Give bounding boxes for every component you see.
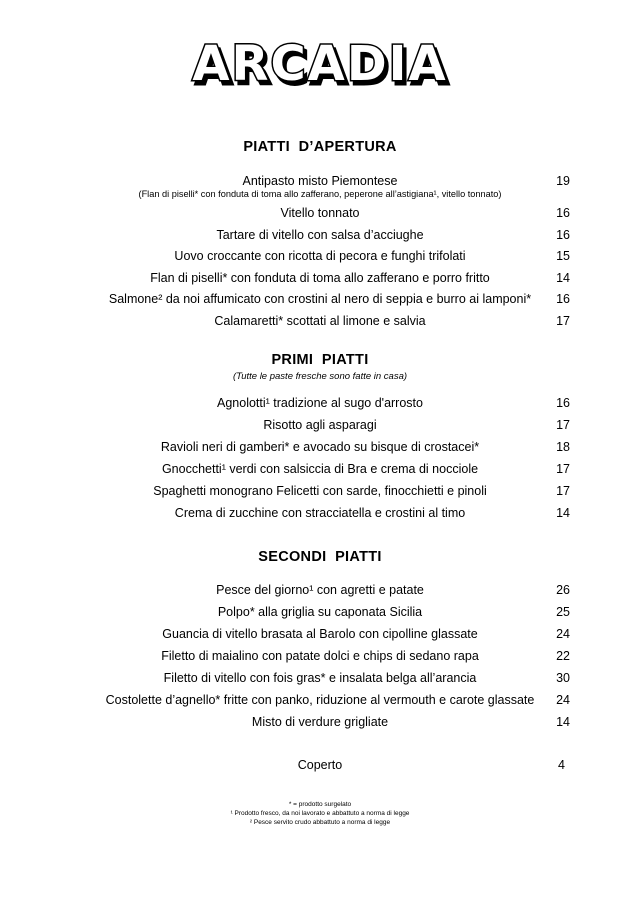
menu-item bbox=[0, 247, 640, 265]
dish-name: Uovo croccante con ricotta di pecora e funghi trifolati bbox=[174, 249, 466, 263]
arcadia-logo bbox=[0, 30, 640, 110]
dish-price: 14 bbox=[556, 506, 570, 520]
dish-name: Costolette d’agnello* fritte con panko, riduzione al vermouth e carote glassate bbox=[105, 693, 535, 707]
dish-price: 26 bbox=[556, 583, 570, 597]
section-subtitle: (Tutte le paste fresche sono fatte in casa) bbox=[232, 371, 408, 382]
dish-price: 17 bbox=[556, 462, 570, 476]
section-title-apertura: PIATTI D’APERTURA bbox=[243, 139, 397, 155]
dish-name: Risotto agli asparagi bbox=[263, 418, 377, 432]
footnote-crudo: ² Pesce servito crudo abbattuto a norma di legge bbox=[249, 819, 391, 826]
dish-price: 25 bbox=[556, 605, 570, 619]
footnote-fresco: ¹ Prodotto fresco, da noi lavorato e abbattuto a norma di legge bbox=[230, 810, 410, 817]
dish-name: Spaghetti monograno Felicetti con sarde, finocchietti e pinoli bbox=[153, 484, 487, 498]
dish-name: Tartare di vitello con salsa d’acciughe bbox=[216, 228, 424, 242]
menu-item bbox=[0, 269, 640, 287]
menu-item bbox=[0, 204, 640, 222]
menu-item bbox=[0, 603, 640, 621]
dish-price: 22 bbox=[556, 649, 570, 663]
dish-name: Salmone² da noi affumicato con crostini al nero di seppia e burro ai lamponi* bbox=[108, 292, 532, 306]
dish-price: 15 bbox=[556, 249, 570, 263]
dish-name: Filetto di maialino con patate dolci e chips di sedano rapa bbox=[161, 649, 479, 663]
dish-price: 14 bbox=[556, 271, 570, 285]
coperto-price: 4 bbox=[558, 758, 565, 772]
menu-item bbox=[0, 394, 640, 412]
footnote-surgelato: * = prodotto surgelato bbox=[288, 801, 352, 808]
menu-item bbox=[0, 460, 640, 478]
dish-name: Guancia di vitello brasata al Barolo con cipolline glassate bbox=[162, 627, 478, 641]
dish-name: Ravioli neri di gamberi* e avocado su bisque di crostacei* bbox=[160, 440, 480, 454]
dish-name: Misto di verdure grigliate bbox=[251, 715, 389, 729]
dish-price: 24 bbox=[556, 627, 570, 641]
coperto-row bbox=[0, 756, 640, 774]
dish-name: Polpo* alla griglia su caponata Sicilia bbox=[217, 605, 423, 619]
dish-price: 18 bbox=[556, 440, 570, 454]
logo-text: ARCADIA bbox=[192, 36, 448, 92]
coperto-label: Coperto bbox=[297, 758, 343, 772]
menu-item bbox=[0, 647, 640, 665]
dish-price: 19 bbox=[556, 174, 570, 188]
dish-name: Pesce del giorno¹ con agretti e patate bbox=[216, 583, 424, 597]
dish-name: Antipasto misto Piemontese bbox=[242, 174, 398, 188]
dish-price: 24 bbox=[556, 693, 570, 707]
menu-item bbox=[0, 581, 640, 599]
dish-price: 16 bbox=[556, 206, 570, 220]
dish-price: 16 bbox=[556, 292, 570, 306]
dish-price: 16 bbox=[556, 396, 570, 410]
menu-item bbox=[0, 438, 640, 456]
menu-item bbox=[0, 290, 640, 308]
dish-name: Agnolotti¹ tradizione al sugo d'arrosto bbox=[217, 396, 423, 410]
dish-name: Calamaretti* scottati al limone e salvia bbox=[214, 314, 426, 328]
dish-name: Flan di piselli* con fonduta di toma allo zafferano e porro fritto bbox=[150, 271, 490, 285]
menu-item bbox=[0, 691, 640, 709]
menu-item bbox=[0, 504, 640, 522]
menu-item bbox=[0, 172, 640, 190]
section-title-primi: PRIMI PIATTI bbox=[271, 352, 369, 368]
menu-item bbox=[0, 416, 640, 434]
menu-item bbox=[0, 669, 640, 687]
menu-item bbox=[0, 226, 640, 244]
dish-price: 17 bbox=[556, 314, 570, 328]
dish-name: Gnocchetti¹ verdi con salsiccia di Bra e crema di nocciole bbox=[161, 462, 479, 476]
menu-item bbox=[0, 482, 640, 500]
menu-item bbox=[0, 713, 640, 731]
dish-description: (Flan di piselli* con fonduta di toma allo zafferano, peperone all’astigiana¹, vitello tonnato) bbox=[138, 189, 502, 199]
dish-name: Crema di zucchine con stracciatella e crostini al timo bbox=[174, 506, 466, 520]
menu-item bbox=[0, 312, 640, 330]
dish-price: 14 bbox=[556, 715, 570, 729]
dish-price: 30 bbox=[556, 671, 570, 685]
section-title-secondi: SECONDI PIATTI bbox=[258, 549, 382, 565]
dish-name: Filetto di vitello con fois gras* e insalata belga all’arancia bbox=[163, 671, 477, 685]
dish-price: 16 bbox=[556, 228, 570, 242]
dish-price: 17 bbox=[556, 484, 570, 498]
dish-price: 17 bbox=[556, 418, 570, 432]
menu-item bbox=[0, 625, 640, 643]
dish-name: Vitello tonnato bbox=[280, 206, 360, 220]
